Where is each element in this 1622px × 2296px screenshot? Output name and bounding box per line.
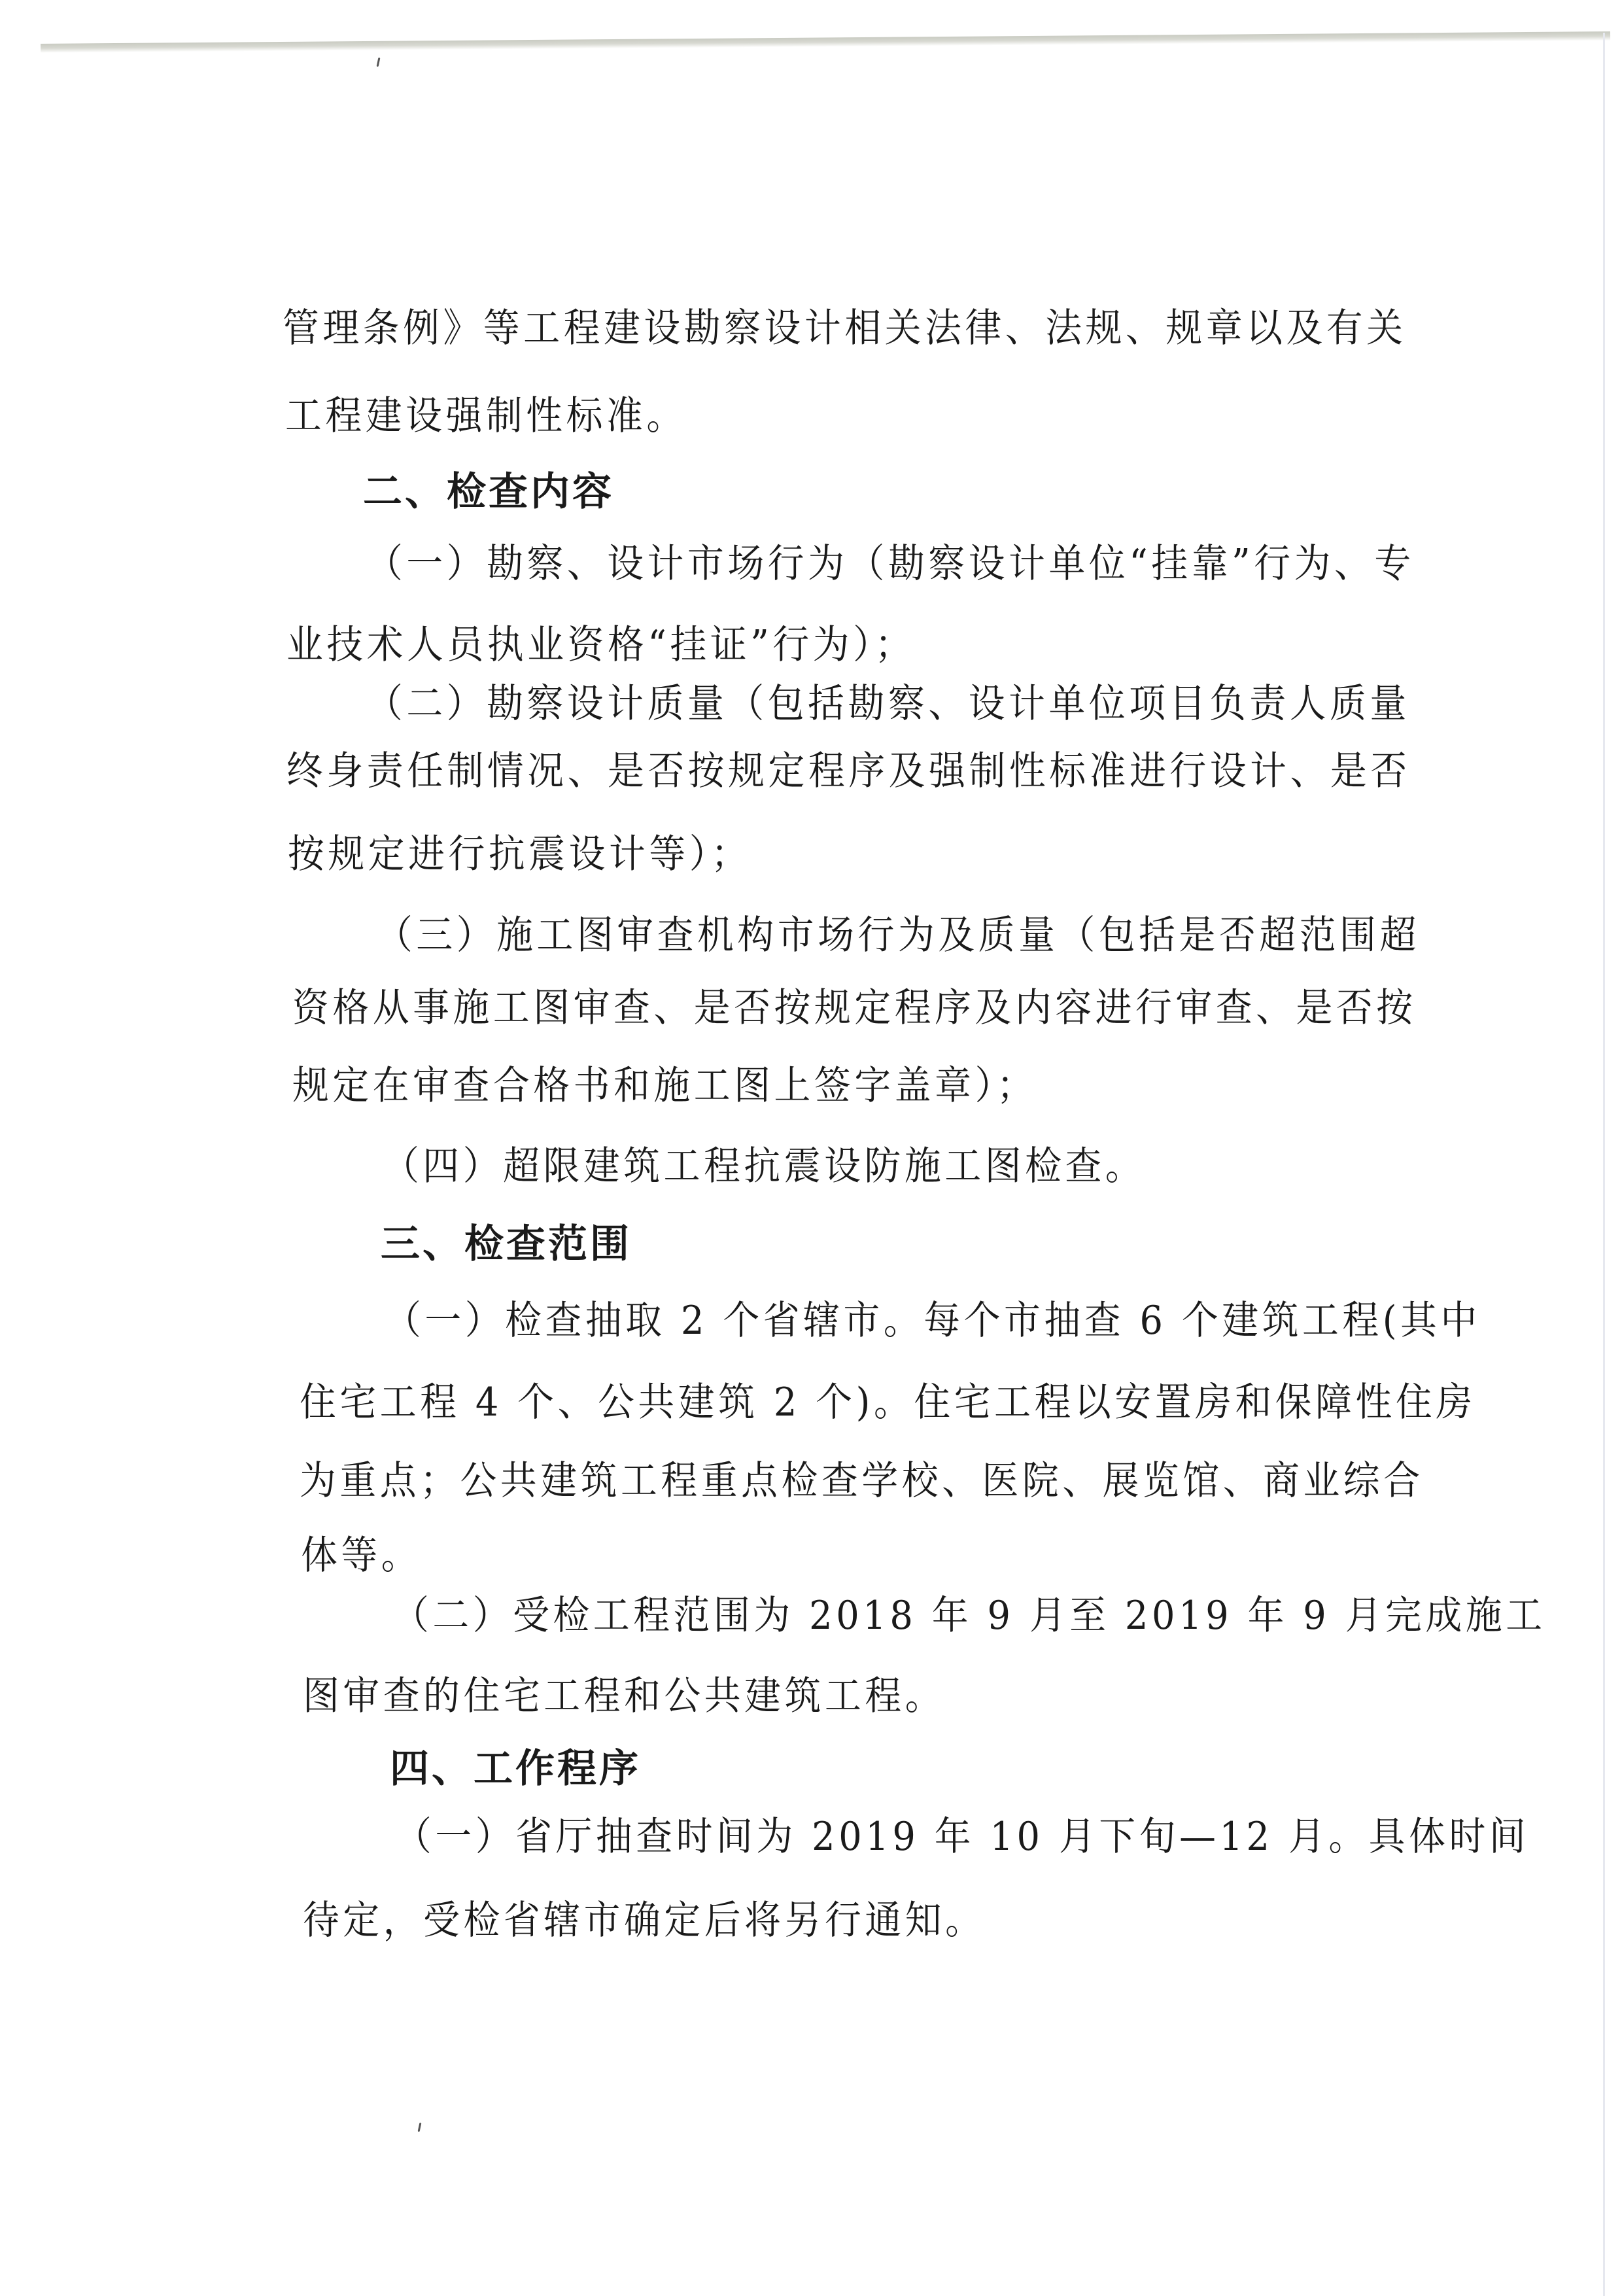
body-line: （一）省厅抽查时间为 2019 年 10 月下旬—12 月。具体时间 <box>395 1814 1530 1860</box>
scan-right-edge <box>1603 33 1605 2296</box>
scan-speck <box>377 58 381 67</box>
scan-top-edge <box>41 31 1610 53</box>
body-line: 按规定进行抗震设计等）； <box>288 831 751 877</box>
body-line: 业技术人员执业资格“挂证”行为）； <box>286 622 916 668</box>
body-line: （二）受检工程范围为 2018 年 9 月至 2019 年 9 月完成施工 <box>392 1593 1546 1639</box>
section-heading-2: 二、检查内容 <box>363 469 614 515</box>
body-line: 体等。 <box>301 1533 422 1578</box>
body-line: 图审查的住宅工程和公共建筑工程。 <box>303 1673 946 1719</box>
body-line: 规定在审查合格书和施工图上签字盖章）； <box>292 1063 1037 1109</box>
scan-speck <box>418 2123 422 2132</box>
section-heading-3: 三、检查范围 <box>381 1221 632 1267</box>
body-line: （二）勘察设计质量（包括勘察、设计单位项目负责人质量 <box>366 681 1410 727</box>
body-line: （一）勘察、设计市场行为（勘察设计单位“挂靠”行为、专 <box>366 541 1415 587</box>
body-line: 为重点；公共建筑工程重点检查学校、医院、展览馆、商业综合 <box>300 1458 1424 1504</box>
body-line: （一）检查抽取 2 个省辖市。每个市抽查 6 个建筑工程(其中 <box>385 1298 1481 1344</box>
body-line: 待定，受检省辖市确定后将另行通知。 <box>303 1898 986 1943</box>
body-line: 资格从事施工图审查、是否按规定程序及内容进行审查、是否按 <box>292 985 1417 1031</box>
body-line: （三）施工图审查机构市场行为及质量（包括是否超范围超 <box>376 913 1420 958</box>
body-line: 工程建设强制性标准。 <box>285 393 687 439</box>
body-line: （四）超限建筑工程抗震设防施工图检查。 <box>383 1143 1146 1189</box>
body-line: 管理条例》等工程建设勘察设计相关法律、法规、规章以及有关 <box>283 305 1407 351</box>
body-line: 终身责任制情况、是否按规定程序及强制性标准进行设计、是否 <box>286 748 1411 794</box>
section-heading-4: 四、工作程序 <box>390 1746 641 1792</box>
body-line: 住宅工程 4 个、公共建筑 2 个)。住宅工程以安置房和保障性住房 <box>300 1380 1476 1425</box>
